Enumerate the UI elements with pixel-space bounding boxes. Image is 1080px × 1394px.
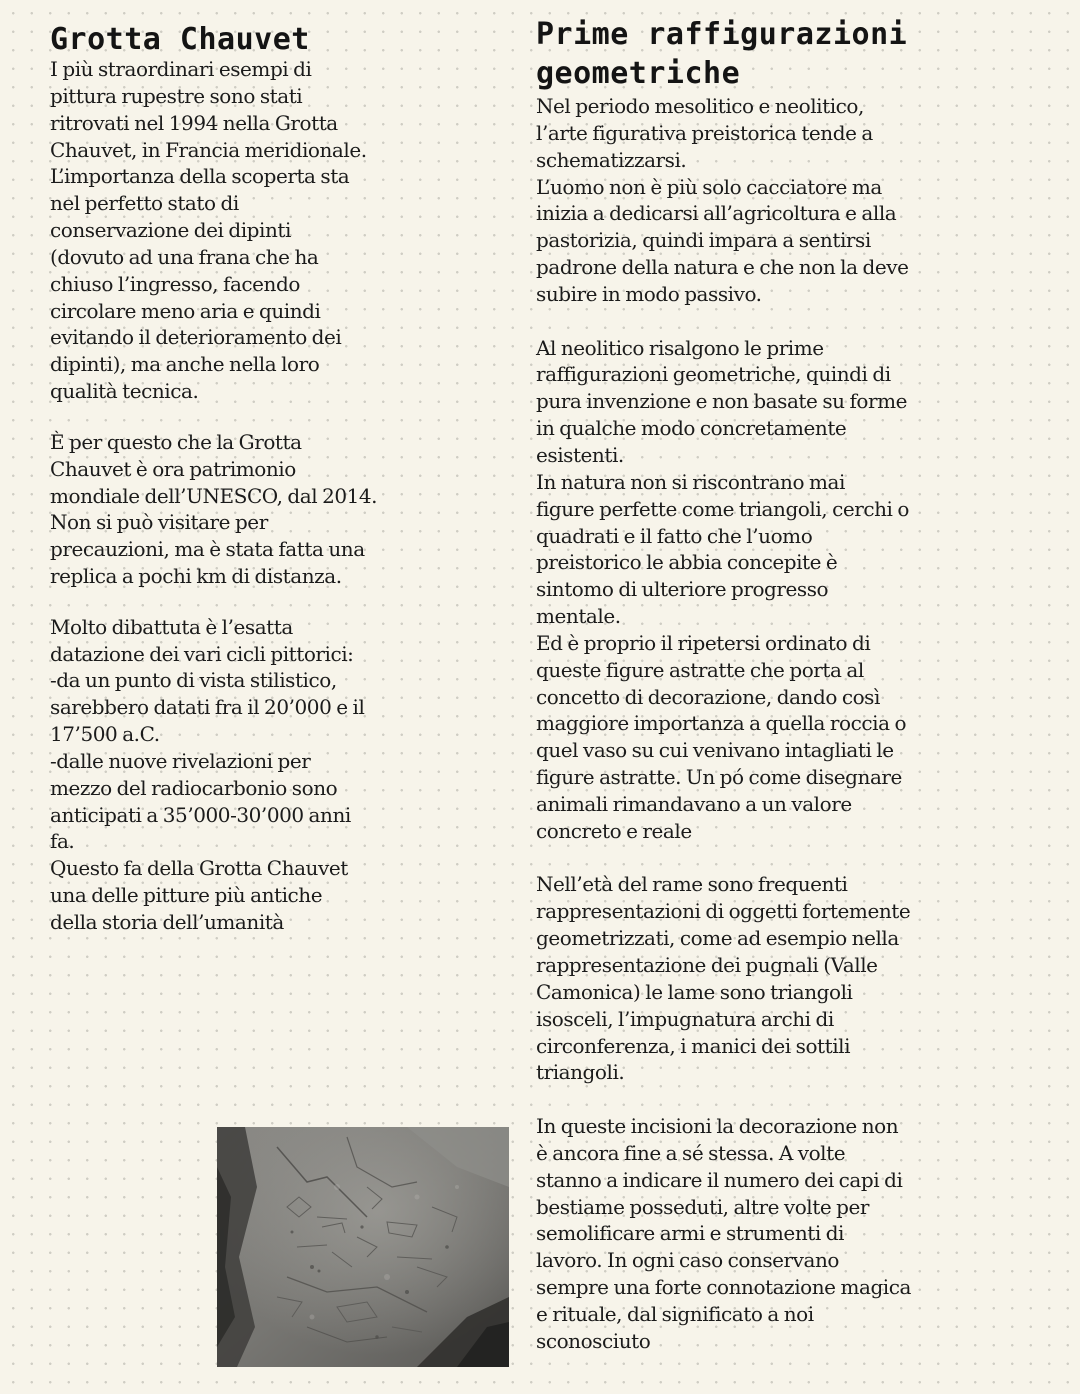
left-paragraph-1: I più straordinari esempi di pittura rupestre sono stati ritrovati nel 1994 nella Grotta Chauvet, in Francia meridionale. L’importanza della scoperta sta nel perfetto stato di conservazione dei dipinti (dovuto ad una frana che ha chiuso l’ingresso, facendo circolare meno aria e quindi evitando il deterioramento dei dipinti), ma anche nella loro qualità tecnica.	[50, 57, 367, 404]
left-paragraph-3: Molto dibattuta è l’esatta datazione dei vari cicli pittorici: -da un punto di vista stilistico, sarebbero datati fra il 20’000 e il 17’500 a.C. -dalle nuove rivelazioni per mezzo del radiocarbonio sono anticipati a 35’000-30’000 anni fa. Questo fa della Grotta Chauvet una delle pitture più antiche della storia dell’umanità	[50, 614, 365, 934]
right-paragraph-2: Al neolitico risalgono le prime raffigurazioni geometriche, quindi di pura invenzione e non basate su forme in qualche modo concretamente esistenti. In natura non si riscontrano mai figure perfette come triangoli, cerchi o quadrati e il fatto che l’uomo preistorico le abbia concepite è sintomo di ulteriore progresso mentale. Ed è proprio il ripetersi ordinato di queste figure astratte che porta al concetto di decorazione, dando così maggiore importanza a quella roccia o quel vaso su cui venivano intagliati le figure astratte. Un pó come disegnare animali rimandavano a un valore concreto e reale	[536, 335, 909, 843]
left-column	[50, 0, 430, 936]
left-paragraph-2: È per questo che la Grotta Chauvet è ora patrimonio mondiale dell’UNESCO, dal 2014. Non si può visitare per precauzioni, ma è stata fatta una replica a pochi km di distanza.	[50, 429, 378, 589]
right-paragraph-1: Nel periodo mesolitico e neolitico, l’arte figurativa preistorica tende a schematizzarsi. L’uomo non è più solo cacciatore ma inizia a dedicarsi all’agricoltura e alla pastorizia, quindi impara a sentirsi padrone della natura e che non la deve subire in modo passivo.	[536, 94, 909, 306]
rock-engraving-image	[217, 1127, 509, 1367]
left-column-title: Grotta Chauvet	[50, 22, 310, 57]
right-column-title: Prime raffigurazioni geometriche	[536, 17, 908, 91]
right-paragraph-3: Nell’età del rame sono frequenti rappresentazioni di oggetti fortemente geometrizzati, come ad esempio nella rappresentazione dei pugnali (Valle Camonica) le lame sono triangoli isosceli, l’impugnatura archi di circonferenza, i manici dei sottili triangoli.	[536, 872, 911, 1085]
rock-engraving-photo	[217, 1127, 509, 1367]
right-column	[536, 0, 976, 1355]
right-paragraph-4: In queste incisioni la decorazione non è ancora fine a sé stessa. A volte stanno a indicare il numero dei capi di bestiame posseduti, altre volte per semolificare armi e strumenti di lavoro. In ogni caso conservano sempre una forte connotazione magica e rituale, dal significato a noi sconosciuto	[536, 1114, 911, 1353]
